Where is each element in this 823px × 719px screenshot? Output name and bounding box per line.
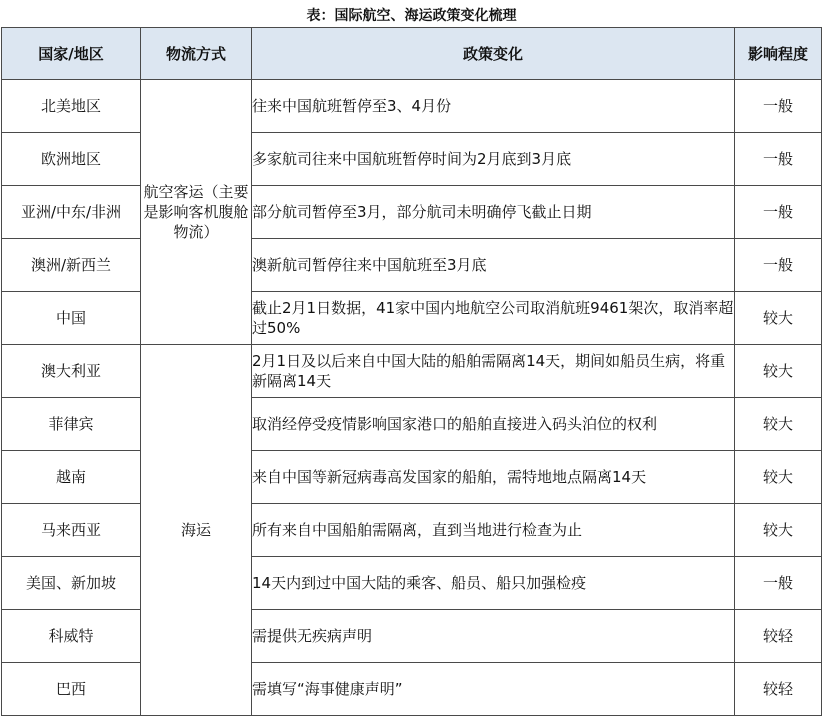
logistics-mode-cell-sea: 海运 — [141, 345, 252, 716]
header-policy-change: 政策变化 — [252, 28, 735, 80]
table-row — [2, 663, 822, 716]
policy-cell: 取消经停受疫情影响国家港口的船舶直接进入码头泊位的权利 — [252, 398, 735, 451]
region-cell: 欧洲地区 — [2, 133, 141, 186]
policy-cell: 多家航司往来中国航班暂停时间为2月底到3月底 — [252, 133, 735, 186]
table-row — [2, 80, 822, 133]
table-header-row — [2, 28, 822, 80]
table-row — [2, 345, 822, 398]
policy-cell: 往来中国航班暂停至3、4月份 — [252, 80, 735, 133]
impact-cell: 较大 — [735, 345, 822, 398]
impact-cell: 较轻 — [735, 663, 822, 716]
region-cell: 科威特 — [2, 610, 141, 663]
policy-cell: 需填写“海事健康声明” — [252, 663, 735, 716]
policy-cell: 14天内到过中国大陆的乘客、船员、船只加强检疫 — [252, 557, 735, 610]
region-cell: 中国 — [2, 292, 141, 345]
impact-cell: 一般 — [735, 186, 822, 239]
region-cell: 澳大利亚 — [2, 345, 141, 398]
table-row — [2, 557, 822, 610]
table-title: 表：国际航空、海运政策变化梳理 — [306, 8, 517, 24]
impact-cell: 较大 — [735, 292, 822, 345]
region-cell: 菲律宾 — [2, 398, 141, 451]
impact-cell: 较大 — [735, 451, 822, 504]
table-row — [2, 239, 822, 292]
policy-table — [1, 27, 822, 716]
impact-cell: 一般 — [735, 239, 822, 292]
region-cell: 越南 — [2, 451, 141, 504]
region-cell: 巴西 — [2, 663, 141, 716]
policy-cell: 来自中国等新冠病毒高发国家的船舶，需特地地点隔离14天 — [252, 451, 735, 504]
region-cell: 美国、新加坡 — [2, 557, 141, 610]
region-cell: 澳洲/新西兰 — [2, 239, 141, 292]
impact-cell: 较轻 — [735, 610, 822, 663]
table-row — [2, 398, 822, 451]
table-row — [2, 610, 822, 663]
policy-cell: 所有来自中国船舶需隔离，直到当地进行检查为止 — [252, 504, 735, 557]
region-cell: 亚洲/中东/非洲 — [2, 186, 141, 239]
impact-cell: 较大 — [735, 398, 822, 451]
header-logistics-mode: 物流方式 — [141, 28, 252, 80]
impact-cell: 较大 — [735, 504, 822, 557]
table-row — [2, 186, 822, 239]
logistics-mode-cell-air: 航空客运（主要是影响客机腹舱物流） — [141, 80, 252, 345]
policy-cell: 截止2月1日数据，41家中国内地航空公司取消航班9461架次，取消率超过50% — [252, 292, 735, 345]
region-cell: 马来西亚 — [2, 504, 141, 557]
impact-cell: 一般 — [735, 133, 822, 186]
impact-cell: 一般 — [735, 557, 822, 610]
table-row — [2, 504, 822, 557]
policy-cell: 2月1日及以后来自中国大陆的船舶需隔离14天，期间如船员生病，将重新隔离14天 — [252, 345, 735, 398]
region-cell: 北美地区 — [2, 80, 141, 133]
header-region: 国家/地区 — [2, 28, 141, 80]
policy-cell: 部分航司暂停至3月，部分航司未明确停飞截止日期 — [252, 186, 735, 239]
impact-cell: 一般 — [735, 80, 822, 133]
table-row — [2, 292, 822, 345]
policy-cell: 澳新航司暂停往来中国航班至3月底 — [252, 239, 735, 292]
policy-cell: 需提供无疾病声明 — [252, 610, 735, 663]
table-row — [2, 451, 822, 504]
table-row — [2, 133, 822, 186]
header-impact-level: 影响程度 — [735, 28, 822, 80]
